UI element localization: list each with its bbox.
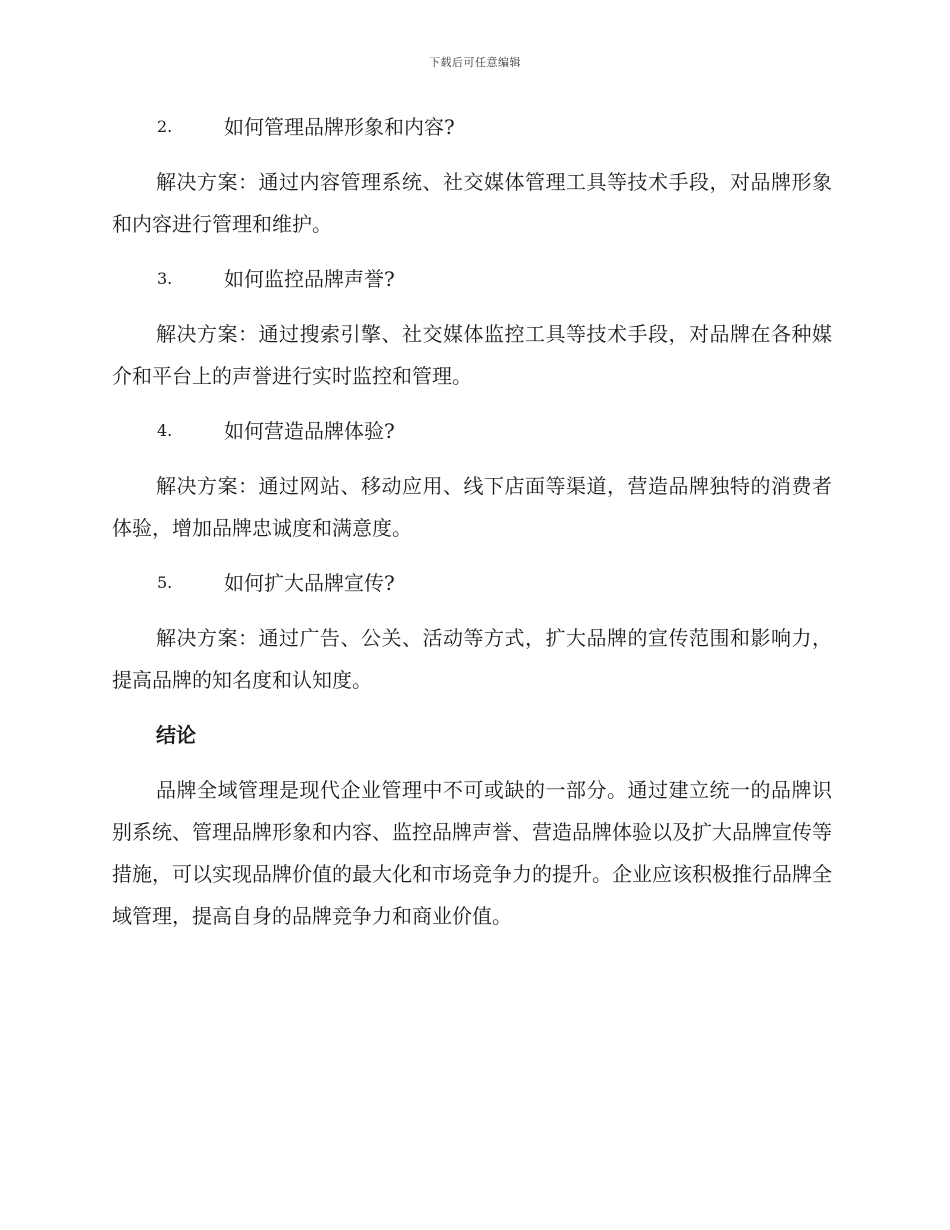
item-question: 如何监控品牌声誉? bbox=[224, 267, 395, 291]
item-heading bbox=[112, 412, 832, 450]
item-heading bbox=[112, 108, 832, 146]
item-heading bbox=[112, 260, 832, 298]
item-number: 3. bbox=[157, 269, 173, 288]
item-question: 如何扩大品牌宣传? bbox=[224, 571, 395, 595]
item-solution: 解决方案：通过网站、移动应用、线下店面等渠道，营造品牌独特的消费者体验，增加品牌忠诚度和满意度。 bbox=[112, 474, 832, 540]
item-solution: 解决方案：通过内容管理系统、社交媒体管理工具等技术手段，对品牌形象和内容进行管理和维护。 bbox=[112, 170, 832, 236]
conclusion-paragraph: 品牌全域管理是现代企业管理中不可或缺的一部分。通过建立统一的品牌识别系统、管理品牌形象和内容、监控品牌声誉、营造品牌体验以及扩大品牌宣传等措施，可以实现品牌价值的最大化和市场竞争力的提升。企业应该积极推行品牌全域管理，提高自身的品牌竞争力和商业价值。 bbox=[112, 778, 832, 928]
item-number: 4. bbox=[157, 421, 173, 440]
page-header: 下载后可任意编辑 bbox=[429, 56, 521, 69]
item-question: 如何营造品牌体验? bbox=[224, 419, 395, 443]
item-question: 如何管理品牌形象和内容? bbox=[224, 115, 455, 139]
conclusion-heading: 结论 bbox=[156, 723, 196, 747]
item-solution: 解决方案：通过广告、公关、活动等方式，扩大品牌的宣传范围和影响力，提高品牌的知名度和认知度。 bbox=[112, 626, 832, 692]
item-number: 5. bbox=[157, 573, 173, 592]
item-heading bbox=[112, 564, 832, 602]
item-solution: 解决方案：通过搜索引擎、社交媒体监控工具等技术手段，对品牌在各种媒介和平台上的声誉进行实时监控和管理。 bbox=[112, 322, 832, 388]
item-number: 2. bbox=[157, 117, 173, 136]
document-body bbox=[112, 108, 832, 952]
